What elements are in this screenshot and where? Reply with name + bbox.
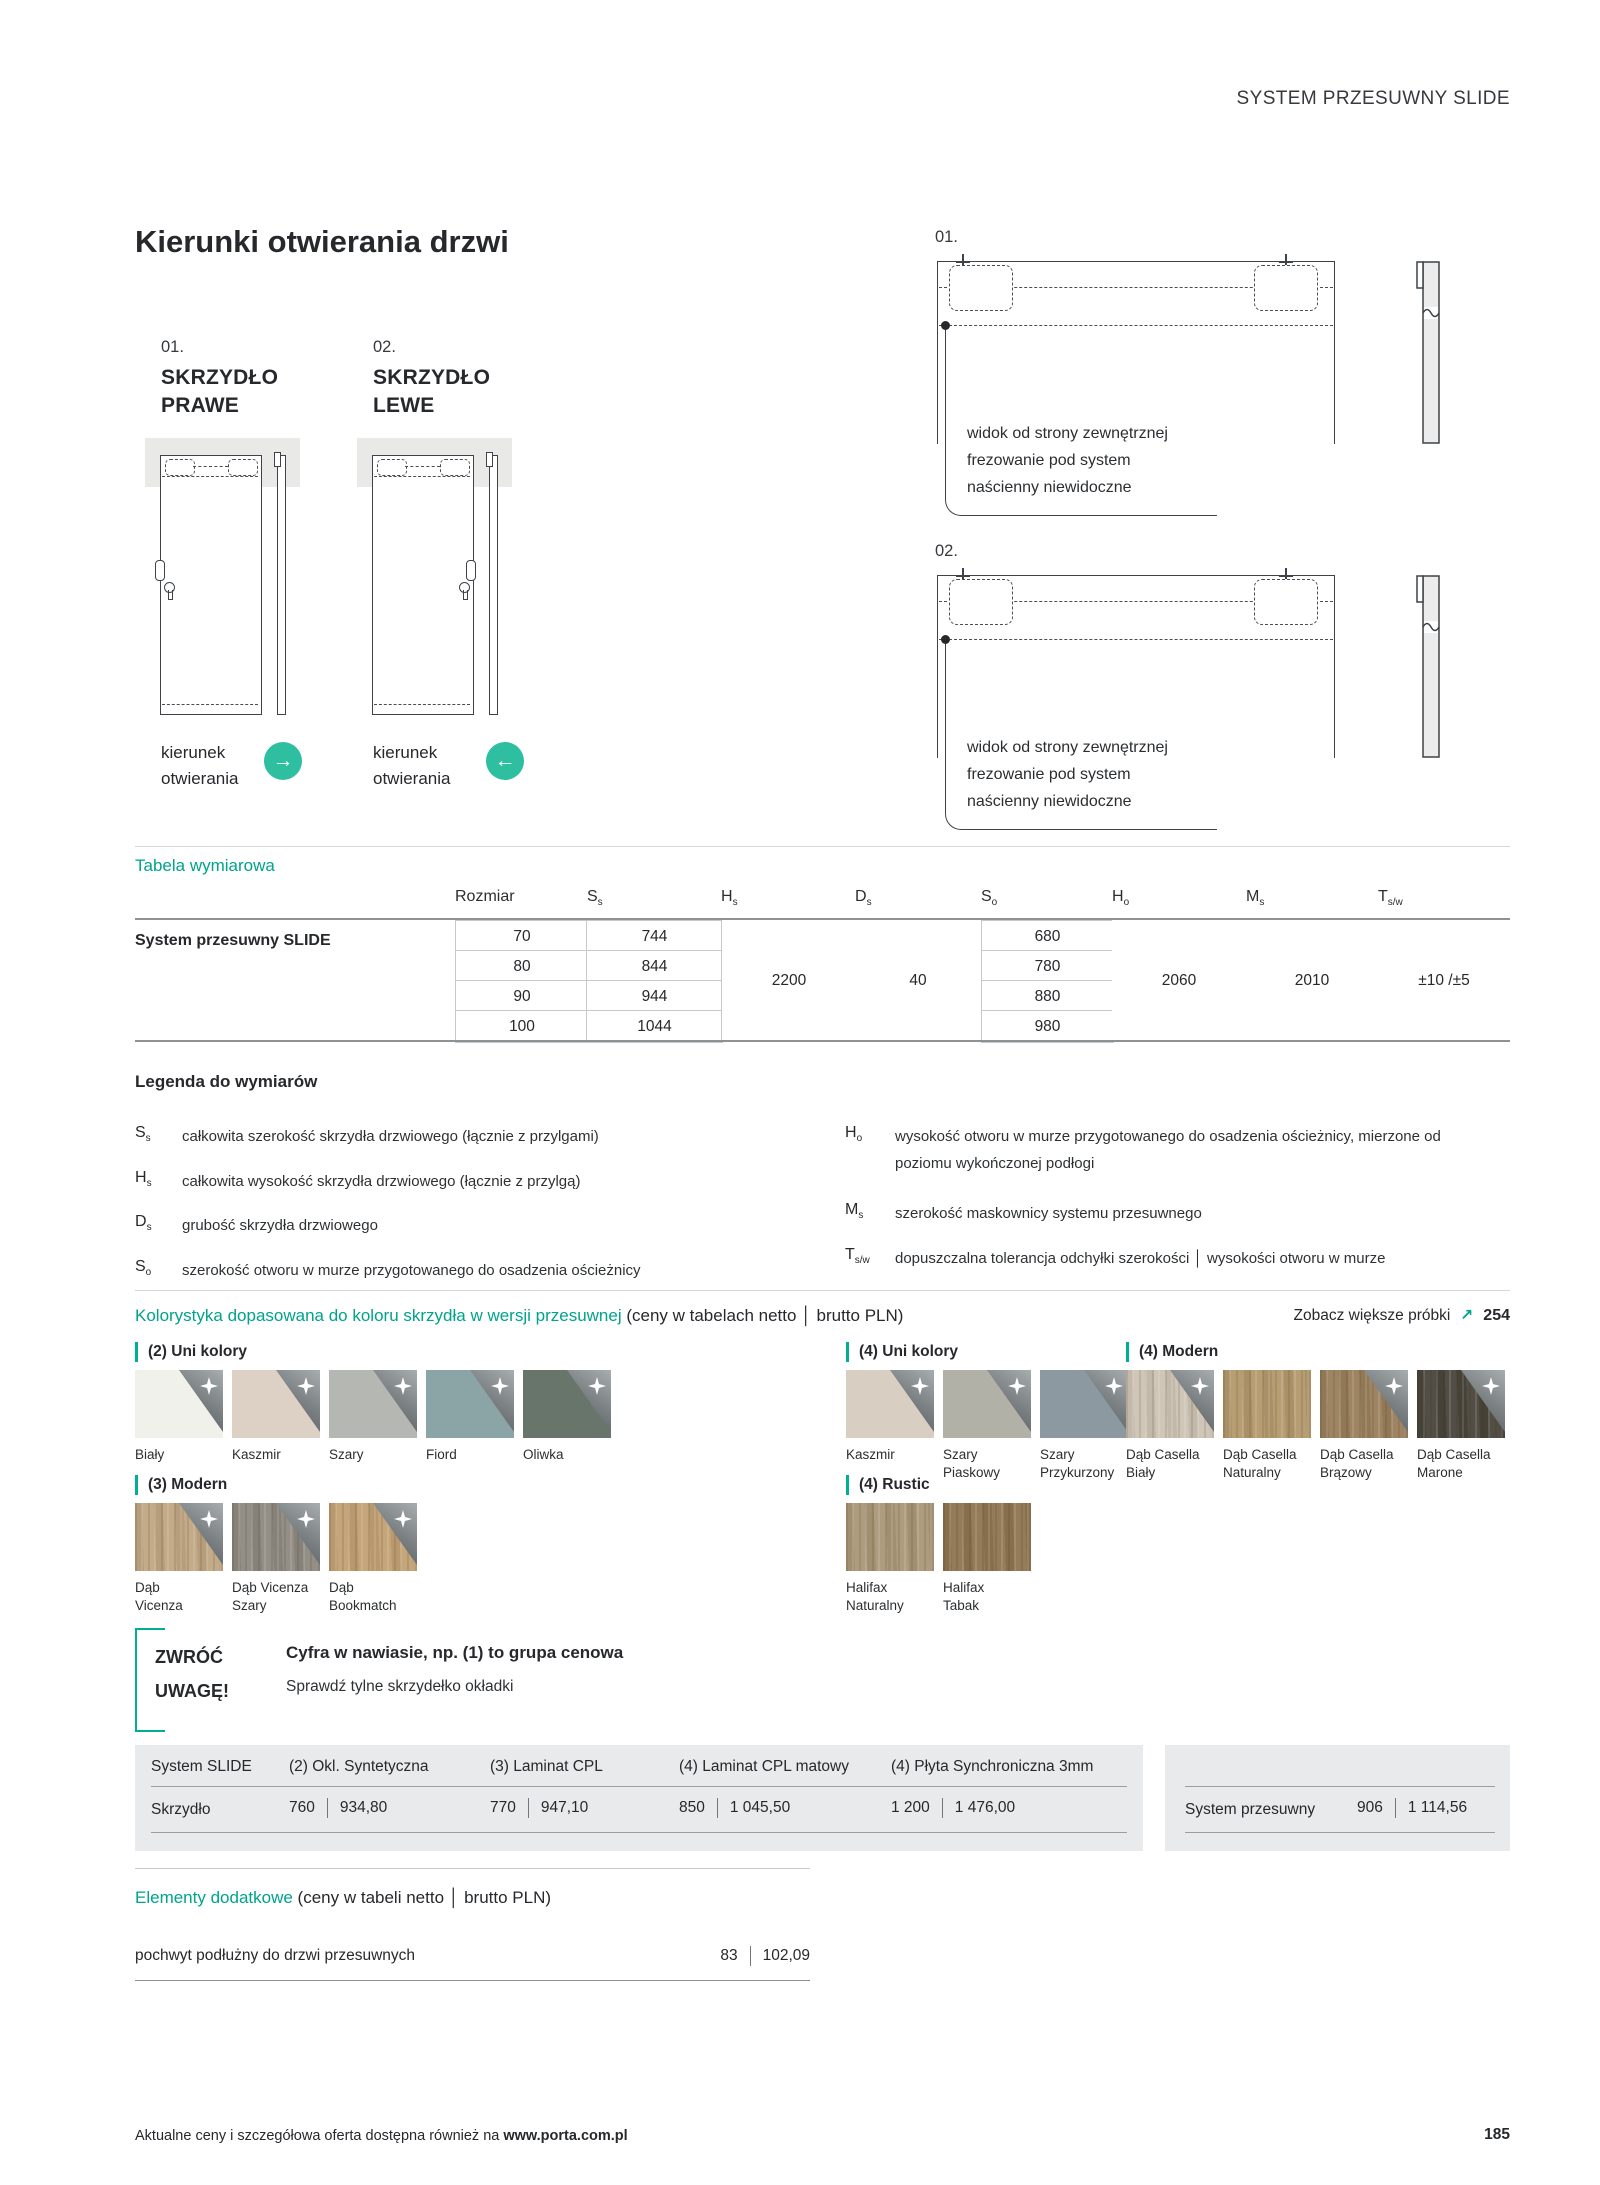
color-group-modern-4 bbox=[1126, 1342, 1505, 1482]
swatch-label: Szary bbox=[329, 1447, 364, 1462]
sparkle-icon bbox=[911, 1377, 929, 1395]
price-pair bbox=[490, 1798, 588, 1818]
drawing-2-number: 02. bbox=[935, 542, 958, 560]
footer-text: Aktualne ceny i szczegółowa oferta dostępna również na bbox=[135, 2128, 504, 2144]
direction-line1: kierunek bbox=[161, 743, 226, 762]
caption-line2: frezowanie pod system bbox=[967, 766, 1131, 783]
color-group-label: (4) Rustic bbox=[859, 1476, 930, 1493]
dashed-line bbox=[193, 466, 228, 467]
caption-line1: widok od strony zewnętrznej bbox=[967, 425, 1168, 442]
table-cell-merged: 2200 bbox=[721, 920, 857, 1041]
caption-line1: widok od strony zewnętrznej bbox=[967, 739, 1168, 756]
sparkle-icon bbox=[491, 1377, 509, 1395]
price-divider bbox=[717, 1798, 718, 1818]
sparkle-icon bbox=[1385, 1377, 1403, 1395]
page-title: Kierunki otwierania drzwi bbox=[135, 224, 509, 259]
swatch-label: Oliwka bbox=[523, 1447, 564, 1462]
technical-drawing-2 bbox=[930, 542, 1540, 842]
drawing-1-number: 01. bbox=[935, 228, 958, 246]
door-2-side-view bbox=[489, 455, 498, 715]
table-cell: 70 bbox=[455, 920, 589, 953]
price-pair bbox=[289, 1798, 387, 1818]
net-price: 850 bbox=[679, 1799, 705, 1816]
caption-line2: frezowanie pod system bbox=[967, 452, 1131, 469]
legend-symbol: $T_{s/w}$ bbox=[845, 1246, 870, 1266]
swatch-label: Dąb Casella Brązowy bbox=[1320, 1447, 1394, 1480]
extras-row-label: pochwyt podłużny do drzwi przesuwnych bbox=[135, 1947, 415, 1964]
swatch-label: Dąb Casella Naturalny bbox=[1223, 1447, 1297, 1480]
color-group-label: (4) Modern bbox=[1139, 1343, 1219, 1360]
color-swatch bbox=[426, 1370, 514, 1438]
sparkle-icon bbox=[1008, 1377, 1026, 1395]
arrow-glyph: ← bbox=[494, 749, 516, 772]
drawing-2-caption bbox=[967, 734, 1247, 815]
swatch-label: Dąb Bookmatch bbox=[329, 1580, 397, 1613]
color-swatch bbox=[329, 1503, 417, 1571]
drawing-1-profile-view bbox=[1415, 261, 1441, 444]
color-swatch bbox=[135, 1370, 223, 1438]
table-cell: 980 bbox=[981, 1010, 1114, 1043]
sparkle-icon bbox=[1191, 1377, 1209, 1395]
milling-pocket bbox=[949, 265, 1013, 311]
net-price: 1 200 bbox=[891, 1799, 930, 1816]
dim-table-row-label: System przesuwny SLIDE bbox=[135, 932, 331, 949]
arrow-glyph: → bbox=[272, 749, 294, 772]
door-1-keyhole-stem bbox=[168, 590, 173, 600]
door-2-handle bbox=[466, 560, 476, 581]
net-price: 906 bbox=[1357, 1799, 1383, 1816]
price-divider bbox=[327, 1798, 328, 1818]
color-swatch bbox=[1417, 1370, 1505, 1438]
milling-pocket bbox=[228, 459, 258, 476]
swatch-label: Biały bbox=[135, 1447, 165, 1462]
see-more-label: Zobacz większe próbki bbox=[1293, 1306, 1451, 1324]
accent-bar bbox=[846, 1342, 849, 1362]
reference-cross bbox=[956, 575, 970, 577]
table-cell-merged: 40 bbox=[855, 920, 981, 1041]
col-header-hs: $H_s$ bbox=[721, 888, 738, 908]
price-col-header: (3) Laminat CPL bbox=[490, 1758, 603, 1775]
legend-text: szerokość maskownicy systemu przesuwnego bbox=[895, 1205, 1202, 1222]
sparkle-icon bbox=[200, 1510, 218, 1528]
swatch-label: Kaszmir bbox=[846, 1447, 895, 1462]
table-cell-merged: 2010 bbox=[1246, 920, 1379, 1041]
arrow-left-icon bbox=[486, 742, 524, 780]
door-1-side-view bbox=[277, 455, 286, 715]
legend-text: grubość skrzydła drzwiowego bbox=[182, 1217, 378, 1234]
legend-symbol: $S_s$ bbox=[135, 1124, 151, 1144]
colors-heading-accent: Kolorystyka dopasowana do koloru skrzydła w wersji przesuwnej bbox=[135, 1306, 622, 1325]
milling-pocket bbox=[377, 459, 407, 476]
color-group-modern-3 bbox=[135, 1475, 417, 1615]
table-cell-merged: ±10 /±5 bbox=[1378, 920, 1510, 1041]
leader-dot bbox=[941, 635, 950, 644]
table-cell: 80 bbox=[455, 950, 589, 983]
color-swatch bbox=[943, 1503, 1031, 1571]
swatch-label: Szary Przykurzony bbox=[1040, 1447, 1115, 1480]
sparkle-icon bbox=[297, 1377, 315, 1395]
legend-symbol: $M_s$ bbox=[845, 1201, 864, 1221]
price-col-header: (4) Płyta Synchroniczna 3mm bbox=[891, 1758, 1094, 1775]
color-swatch bbox=[1126, 1370, 1214, 1438]
door-1-side-top-cap bbox=[274, 452, 281, 467]
note-label-line2: UWAGĘ! bbox=[155, 1681, 229, 1701]
milling-pocket bbox=[440, 459, 470, 476]
side-box-label: System przesuwny bbox=[1185, 1801, 1316, 1818]
price-rule bbox=[1185, 1832, 1495, 1833]
section-divider bbox=[135, 1868, 810, 1869]
table-cell: 780 bbox=[981, 950, 1114, 983]
swatch-label: Dąb Vicenza Szary bbox=[232, 1580, 309, 1613]
accent-bar bbox=[135, 1342, 138, 1362]
legend-text: wysokość otworu w murze przygotowanego do osadzenia ościeżnicy, mierzone od poziomu wykończonej podłogi bbox=[895, 1128, 1441, 1172]
legend-text: dopuszczalna tolerancja odchyłki szerokości │ wysokości otworu w murze bbox=[895, 1250, 1386, 1267]
note-bracket bbox=[135, 1628, 165, 1630]
direction-line2: otwierania bbox=[373, 769, 451, 788]
see-more-samples-link[interactable] bbox=[1294, 1306, 1511, 1325]
price-divider bbox=[1395, 1798, 1396, 1818]
extras-row-underline bbox=[135, 1980, 810, 1981]
price-rule bbox=[151, 1786, 1127, 1787]
color-swatch bbox=[232, 1503, 320, 1571]
color-swatch bbox=[846, 1503, 934, 1571]
color-group-uni-4 bbox=[846, 1342, 1128, 1482]
table-cell: 680 bbox=[981, 920, 1114, 953]
milling-pocket bbox=[1254, 265, 1318, 311]
swatch-label: Dąb Vicenza bbox=[135, 1580, 183, 1613]
legend-symbol: $D_s$ bbox=[135, 1213, 152, 1233]
accent-bar bbox=[135, 1475, 138, 1495]
door-1-name-line2: PRAWE bbox=[161, 394, 240, 417]
table-cell: 744 bbox=[586, 920, 723, 953]
price-pair bbox=[891, 1798, 1015, 1818]
legend-heading: Legenda do wymiarów bbox=[135, 1072, 318, 1091]
color-swatch bbox=[943, 1370, 1031, 1438]
color-swatch bbox=[329, 1370, 417, 1438]
note-text: Sprawdź tylne skrzydełko okładki bbox=[286, 1678, 514, 1695]
door-2-side-top-cap bbox=[486, 452, 493, 467]
table-cell: 844 bbox=[586, 950, 723, 983]
color-group-label: (3) Modern bbox=[148, 1476, 228, 1493]
external-arrow-icon: ↗ bbox=[1460, 1307, 1474, 1324]
color-group-label: (2) Uni kolory bbox=[148, 1343, 248, 1360]
color-swatch bbox=[523, 1370, 611, 1438]
door-1-handle bbox=[155, 560, 165, 581]
door-1-front-view bbox=[160, 455, 262, 715]
swatch-label: Halifax Tabak bbox=[943, 1580, 985, 1613]
door-2-name bbox=[373, 364, 490, 420]
table-cell: 944 bbox=[586, 980, 723, 1013]
sparkle-icon bbox=[1482, 1377, 1500, 1395]
reference-cross bbox=[956, 261, 970, 263]
gross-price: 947,10 bbox=[540, 1799, 589, 1816]
leader-dot bbox=[941, 321, 950, 330]
gross-price: 934,80 bbox=[339, 1799, 388, 1816]
reference-cross bbox=[1279, 575, 1293, 577]
legend-symbol: $H_o$ bbox=[845, 1124, 863, 1144]
color-swatch bbox=[1320, 1370, 1408, 1438]
swatch-label: Kaszmir bbox=[232, 1447, 281, 1462]
col-header-so: $S_o$ bbox=[981, 888, 998, 908]
col-header-ms: $M_s$ bbox=[1246, 888, 1265, 908]
color-group-header bbox=[846, 1475, 1031, 1495]
door-2-direction-label bbox=[373, 740, 451, 792]
sparkle-icon bbox=[297, 1510, 315, 1528]
color-group-header bbox=[135, 1475, 417, 1495]
col-header-rozmiar: Rozmiar bbox=[455, 888, 515, 905]
col-header-ds: $D_s$ bbox=[855, 888, 872, 908]
accent-bar bbox=[846, 1475, 849, 1495]
direction-line2: otwierania bbox=[161, 769, 239, 788]
footer-link[interactable]: www.porta.com.pl bbox=[503, 2128, 628, 2144]
door-1-name bbox=[161, 364, 278, 420]
door-1-name-line1: SKRZYDŁO bbox=[161, 366, 279, 389]
price-pair bbox=[1357, 1798, 1467, 1818]
legend-text: szerokość otworu w murze przygotowanego do osadzenia ościeżnicy bbox=[182, 1262, 641, 1279]
color-group-label: (4) Uni kolory bbox=[859, 1343, 959, 1360]
door-2-name-line1: SKRZYDŁO bbox=[373, 366, 491, 389]
price-row-label: Skrzydło bbox=[151, 1801, 211, 1818]
dashed-line bbox=[162, 476, 258, 477]
section-divider bbox=[135, 1290, 1510, 1291]
gross-price: 1 045,50 bbox=[729, 1799, 791, 1816]
caption-line3: naścienny niewidoczne bbox=[967, 479, 1132, 496]
extras-heading bbox=[135, 1888, 551, 1908]
color-swatch bbox=[1223, 1370, 1311, 1438]
color-swatch bbox=[1040, 1370, 1128, 1438]
milling-pocket bbox=[949, 579, 1013, 625]
price-divider bbox=[942, 1798, 943, 1818]
sparkle-icon bbox=[394, 1377, 412, 1395]
color-group-rustic-4 bbox=[846, 1475, 1031, 1615]
dashed-line bbox=[374, 704, 470, 705]
table-cell-merged: 2060 bbox=[1112, 920, 1247, 1041]
extras-heading-rest: (ceny w tabeli netto │ brutto PLN) bbox=[292, 1888, 552, 1907]
price-table-label: System SLIDE bbox=[151, 1758, 252, 1775]
gross-price: 102,09 bbox=[762, 1947, 810, 1964]
note-bracket bbox=[135, 1628, 137, 1732]
milling-pocket bbox=[165, 459, 195, 476]
note-title: Cyfra w nawiasie, np. (1) to grupa cenowa bbox=[286, 1643, 624, 1662]
note-label-line1: ZWRÓĆ bbox=[155, 1647, 223, 1667]
swatch-label: Fiord bbox=[426, 1447, 457, 1462]
door-2-keyhole-stem bbox=[463, 590, 468, 600]
net-price: 760 bbox=[289, 1799, 315, 1816]
legend-symbol: $S_o$ bbox=[135, 1258, 152, 1278]
colors-heading bbox=[135, 1306, 903, 1326]
swatch-label: Halifax Naturalny bbox=[846, 1580, 904, 1613]
legend-text: całkowita szerokość skrzydła drzwiowego (łącznie z przylgami) bbox=[182, 1128, 599, 1145]
dim-table-heading: Tabela wymiarowa bbox=[135, 856, 275, 875]
caption-line3: naścienny niewidoczne bbox=[967, 793, 1132, 810]
price-divider bbox=[750, 1946, 751, 1966]
arrow-right-icon bbox=[264, 742, 302, 780]
table-bottom-rule bbox=[135, 1040, 1510, 1042]
color-swatch bbox=[135, 1503, 223, 1571]
door-1-direction-label bbox=[161, 740, 239, 792]
footer-note bbox=[135, 2128, 628, 2144]
price-pair bbox=[679, 1798, 790, 1818]
price-col-header: (4) Laminat CPL matowy bbox=[679, 1758, 849, 1775]
net-price: 770 bbox=[490, 1799, 516, 1816]
price-divider bbox=[528, 1798, 529, 1818]
reference-cross bbox=[1279, 261, 1293, 263]
table-cell: 1044 bbox=[586, 1010, 723, 1043]
extras-heading-accent: Elementy dodatkowe bbox=[135, 1888, 293, 1907]
price-col-header: (2) Okl. Syntetyczna bbox=[289, 1758, 429, 1775]
see-more-page-ref: 254 bbox=[1483, 1306, 1510, 1324]
legend-text: całkowita wysokość skrzydła drzwiowego (łącznie z przylgą) bbox=[182, 1173, 581, 1190]
col-header-ho: $H_o$ bbox=[1112, 888, 1130, 908]
page-number: 185 bbox=[1484, 2126, 1510, 2143]
color-swatch bbox=[846, 1370, 934, 1438]
color-group-uni-2 bbox=[135, 1342, 611, 1464]
sparkle-icon bbox=[588, 1377, 606, 1395]
direction-line1: kierunek bbox=[373, 743, 438, 762]
dashed-line bbox=[405, 466, 440, 467]
net-price: 83 bbox=[720, 1947, 738, 1964]
colors-heading-rest: (ceny w tabelach netto │ brutto PLN) bbox=[621, 1306, 904, 1325]
sparkle-icon bbox=[1105, 1377, 1123, 1395]
door-1-number: 01. bbox=[161, 338, 184, 356]
door-2-name-line2: LEWE bbox=[373, 394, 435, 417]
dashed-line bbox=[374, 476, 470, 477]
price-rule bbox=[1185, 1786, 1495, 1787]
gross-price: 1 476,00 bbox=[954, 1799, 1016, 1816]
accent-bar bbox=[1126, 1342, 1129, 1362]
col-header-tsw: $T_{s/w}$ bbox=[1378, 888, 1403, 908]
technical-drawing-1 bbox=[930, 228, 1540, 528]
drawing-2-profile-view bbox=[1415, 575, 1441, 758]
gross-price: 1 114,56 bbox=[1407, 1799, 1468, 1816]
extras-row bbox=[135, 1946, 810, 1966]
drawing-1-caption bbox=[967, 420, 1247, 501]
sparkle-icon bbox=[394, 1510, 412, 1528]
milling-pocket bbox=[1254, 579, 1318, 625]
legend-symbol: $H_s$ bbox=[135, 1169, 152, 1189]
running-header: SYSTEM PRZESUWNY SLIDE bbox=[1236, 88, 1510, 109]
swatch-label: Dąb Casella Biały bbox=[1126, 1447, 1200, 1480]
section-divider bbox=[135, 846, 1510, 847]
swatch-label: Szary Piaskowy bbox=[943, 1447, 1001, 1480]
table-cell: 880 bbox=[981, 980, 1114, 1013]
price-pair bbox=[720, 1946, 810, 1966]
color-group-header bbox=[135, 1342, 611, 1362]
table-cell: 90 bbox=[455, 980, 589, 1013]
price-rule bbox=[151, 1832, 1127, 1833]
color-group-header bbox=[846, 1342, 1128, 1362]
note-label bbox=[155, 1640, 229, 1708]
dashed-line bbox=[162, 704, 258, 705]
color-group-header bbox=[1126, 1342, 1505, 1362]
swatch-label: Dąb Casella Marone bbox=[1417, 1447, 1491, 1480]
note-bracket bbox=[135, 1730, 165, 1732]
table-cell: 100 bbox=[455, 1010, 589, 1043]
col-header-ss: $S_s$ bbox=[587, 888, 603, 908]
door-2-number: 02. bbox=[373, 338, 396, 356]
color-swatch bbox=[232, 1370, 320, 1438]
sparkle-icon bbox=[200, 1377, 218, 1395]
